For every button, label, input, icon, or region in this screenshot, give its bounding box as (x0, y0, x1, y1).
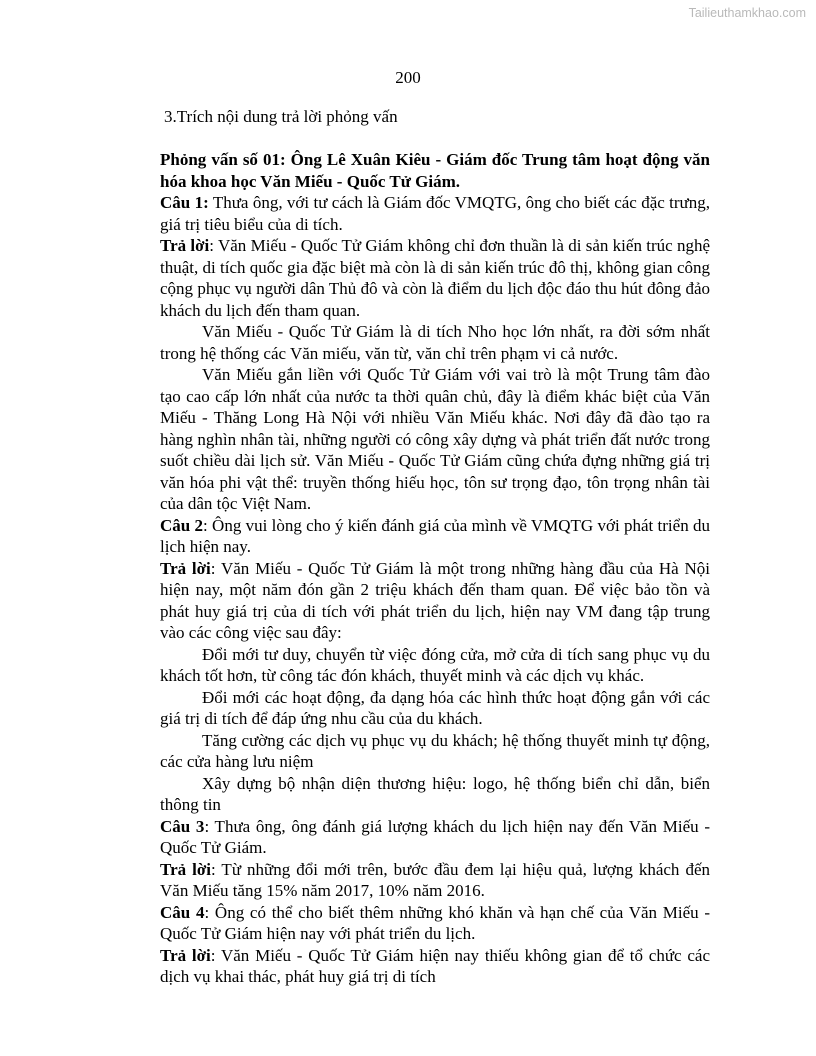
answer-4-text: : Văn Miếu - Quốc Tử Giám hiện nay thiếu không gian để tổ chức các dịch vụ khai thác, phát huy giá trị di tích (160, 945, 711, 986)
answer-2-item: Xây dựng bộ nhận diện thương hiệu: logo, hệ thống biển chỉ dẫn, biển thông tin (160, 773, 710, 814)
answer-1-text: : Văn Miếu - Quốc Tử Giám không chỉ đơn thuần là di sản kiến trúc nghệ thuật, di tích quốc gia đặc biệt mà còn là di sản kiến trúc đô thị, không gian công cộng phục vụ người dân Thủ đô và còn là điểm du lịch độc đáo thu hút đông đảo khách du lịch đến tham quan. (160, 236, 711, 320)
answer-3 (160, 859, 710, 902)
answer-2-label: Trả lời (160, 558, 211, 578)
question-4-label: Câu 4 (160, 902, 205, 922)
answer-1 (160, 235, 710, 321)
question-1-label: Câu 1: (160, 193, 209, 212)
document-body (160, 149, 710, 988)
answer-2-item: Đổi mới tư duy, chuyển từ việc đóng cửa, mở cửa di tích sang phục vụ du khách tốt hơn, từ công tác đón khách, thuyết minh và các dịch vụ khác. (160, 644, 710, 685)
watermark: Tailieuthamkhao.com (688, 6, 806, 20)
answer-1-label: Trả lời (160, 236, 210, 255)
question-4-text: : Ông có thể cho biết thêm những khó khăn và hạn chế của Văn Miếu - Quốc Tử Giám hiện nay với phát triển du lịch. (160, 902, 711, 943)
page-number: 200 (395, 68, 421, 87)
question-3 (160, 816, 710, 859)
question-1-text: Thưa ông, với tư cách là Giám đốc VMQTG, ông cho biết các đặc trưng, giá trị tiêu biểu của di tích. (160, 193, 710, 234)
question-2-label: Câu 2 (160, 515, 204, 535)
question-2 (160, 515, 710, 558)
answer-2-item: Đổi mới các hoạt động, đa dạng hóa các hình thức hoạt động gắn với các giá trị di tích để đáp ứng nhu cầu của du khách. (160, 687, 710, 728)
question-4 (160, 902, 710, 945)
question-3-text: : Thưa ông, ông đánh giá lượng khách du lịch hiện nay đến Văn Miếu - Quốc Tử Giám. (160, 816, 710, 857)
question-2-text: : Ông vui lòng cho ý kiến đánh giá của mình về VMQTG với phát triển du lịch hiện nay. (160, 515, 710, 556)
question-3-label: Câu 3 (160, 816, 205, 836)
section-heading: 3.Trích nội dung trả lời phỏng vấn (164, 107, 398, 126)
answer-3-text: : Từ những đổi mới trên, bước đầu đem lại hiệu quả, lượng khách đến Văn Miếu tăng 15% năm 2017, 10% năm 2016. (160, 859, 710, 900)
answer-2-item: Tăng cường các dịch vụ phục vụ du khách; hệ thống thuyết minh tự động, các cửa hàng lưu niệm (160, 730, 710, 771)
answer-3-label: Trả lời (160, 859, 211, 879)
answer-4 (160, 945, 710, 988)
answer-2-text: : Văn Miếu - Quốc Tử Giám là một trong những hàng đầu của Hà Nội hiện nay, một năm đón gần 2 triệu khách đến tham quan. Để việc bảo tồn và phát huy giá trị của di tích với phát triển du lịch, hiện nay VM đang tập trung vào các công việc sau đây: (160, 558, 710, 642)
answer-1-paragraph-3: Văn Miếu gắn liền với Quốc Tử Giám với vai trò là một Trung tâm đào tạo cao cấp lớn nhất của nước ta thời quân chủ, đây là điểm khác biệt của Văn Miếu - Thăng Long Hà Nội với nhiều Văn Miếu khác. Nơi đây đã đào tạo ra hàng nghìn nhân tài, những người có công xây dựng và phát triển đất nước trong suốt chiều dài lịch sử. Văn Miếu - Quốc Tử Giám cũng chứa đựng những giá trị văn hóa phi vật thể: truyền thống hiếu học, tôn sư trọng đạo, tôn trọng nhân tài của dân tộc Việt Nam. (160, 365, 710, 513)
answer-4-label: Trả lời (160, 945, 211, 965)
answer-2 (160, 558, 710, 644)
answer-1-paragraph-2: Văn Miếu - Quốc Tử Giám là di tích Nho học lớn nhất, ra đời sớm nhất trong hệ thống các Văn miếu, văn từ, văn chỉ trên phạm vi cả nước. (160, 322, 710, 363)
question-1 (160, 192, 710, 235)
interview-title: Phỏng vấn số 01: Ông Lê Xuân Kiêu - Giám đốc Trung tâm hoạt động văn hóa khoa học Văn Miếu - Quốc Tử Giám. (160, 150, 710, 191)
